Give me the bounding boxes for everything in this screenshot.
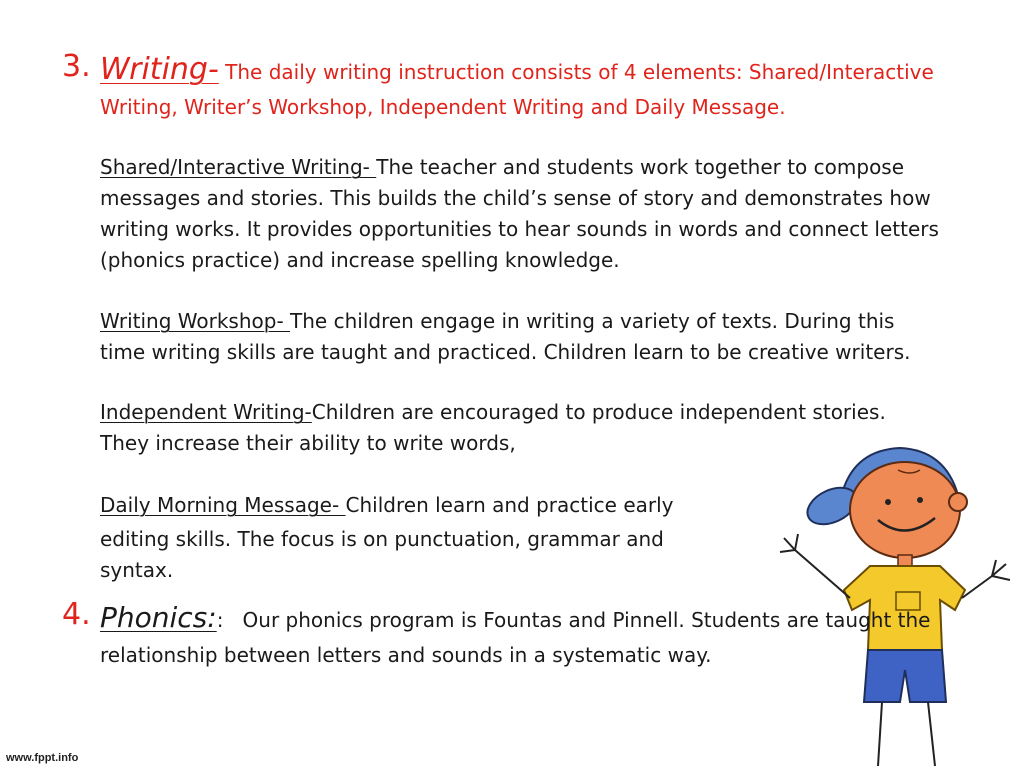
phonics-item bbox=[62, 598, 930, 671]
paragraph-line: (phonics practice) and increase spelling knowledge. bbox=[100, 248, 620, 272]
phonics-colon: : bbox=[216, 608, 224, 632]
footer-url: www.fppt.info bbox=[6, 752, 79, 764]
item-number: 3. bbox=[62, 49, 91, 84]
writing-heading: Writing- bbox=[100, 52, 219, 87]
paragraph-line: messages and stories. This builds the child’s sense of story and demonstrates how bbox=[100, 186, 931, 210]
phonics-line: Our phonics program is Fountas and Pinnell. Students are taught the bbox=[242, 608, 931, 632]
section-title: Daily Morning Message- bbox=[100, 493, 346, 517]
writing-intro-line: Writing, Writer’s Workshop, Independent Writing and Daily Message. bbox=[100, 95, 786, 119]
paragraph-line: Children learn and practice early bbox=[345, 493, 674, 517]
writing-workshop-paragraph bbox=[100, 306, 910, 368]
section-title: Writing Workshop- bbox=[100, 309, 291, 333]
phonics-heading: Phonics: bbox=[100, 601, 217, 634]
paragraph-line: writing works. It provides opportunities to hear sounds in words and connect letters bbox=[100, 217, 939, 241]
paragraph-line: syntax. bbox=[100, 558, 174, 582]
section-title: Shared/Interactive Writing- bbox=[100, 155, 377, 179]
paragraph-line: time writing skills are taught and practiced. Children learn to be creative writers. bbox=[100, 340, 911, 364]
writing-intro-line: The daily writing instruction consists of 4 elements: Shared/Interactive bbox=[218, 60, 934, 84]
independent-writing-paragraph bbox=[100, 397, 886, 459]
paragraph-line: Children are encouraged to produce independent stories. bbox=[311, 400, 886, 424]
paragraph-line: The teacher and students work together to compose bbox=[376, 155, 905, 179]
daily-message-paragraph bbox=[100, 490, 674, 583]
phonics-line: relationship between letters and sounds in a systematic way. bbox=[100, 643, 712, 667]
paragraph-line: They increase their ability to write words, bbox=[100, 431, 516, 455]
section-title: Independent Writing- bbox=[100, 400, 312, 424]
paragraph-line: The children engage in writing a variety of texts. During this bbox=[290, 309, 895, 333]
writing-item bbox=[62, 50, 934, 123]
paragraph-line: editing skills. The focus is on punctuation, grammar and bbox=[100, 527, 664, 551]
shared-writing-paragraph bbox=[100, 152, 939, 276]
item-number: 4. bbox=[62, 597, 91, 632]
